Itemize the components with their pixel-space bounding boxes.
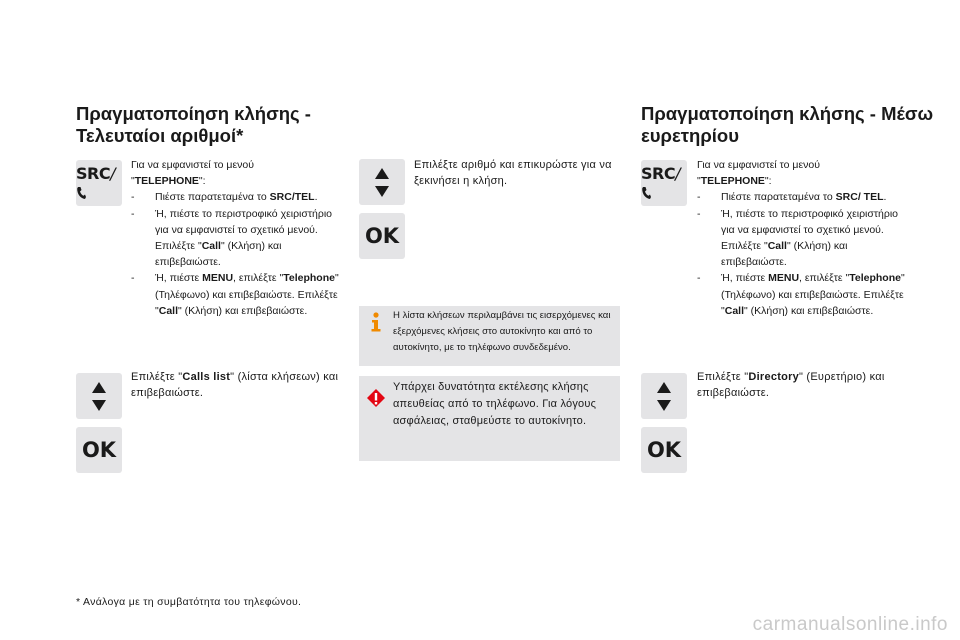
right-step-2: Επιλέξτε "Directory" (Ευρετήριο) και επιβεβαιώστε. (697, 371, 885, 400)
info-icon (359, 306, 393, 332)
right-arrows-tile (641, 373, 687, 419)
left-instructions (131, 157, 345, 319)
right-bullet-2: - Ή, πιέστε το περιστροφικό χειριστήριο για να εμφανιστεί το σχετικό μενού. Επιλέξτε "Call" (Κλήση) και επιβεβαιώστε. (697, 206, 911, 271)
middle-arrows-tile (359, 159, 405, 205)
info-note (359, 306, 620, 366)
up-down-arrows-icon (92, 382, 106, 411)
left-section-title: Πραγματοποίηση κλήσης - Τελευταίοι αριθμοί* (76, 103, 311, 146)
info-note-text: Η λίστα κλήσεων περιλαμβάνει τις εισερχόμενες και εξερχόμενες κλήσεις στο αυτοκίνητο και από το αυτοκίνητο, με το τηλέφωνο συνδεδεμένο. (393, 310, 611, 353)
ok-icon: OK (646, 438, 682, 462)
left-bullet-1: - Πιέστε παρατεταμένα το SRC/TEL. (131, 189, 345, 205)
middle-ok-button-icon (359, 213, 405, 259)
right-intro: Για να εμφανιστεί το μενού "TELEPHONE": (697, 159, 820, 188)
src-telephone-icon: SRC/ (641, 164, 687, 202)
right-ok-button-icon (641, 427, 687, 473)
warning-note (359, 376, 620, 461)
ok-icon: OK (81, 438, 117, 462)
warning-icon (359, 376, 393, 408)
left-ok-button-icon (76, 427, 122, 473)
src-telephone-icon: SRC/ (76, 164, 122, 202)
left-bullet-3: - Ή, πιέστε MENU, επιλέξτε "Telephone" (Τηλέφωνο) και επιβεβαιώστε. Επιλέξτε "Call" (Κλήση) και επιβεβαιώστε. (131, 270, 345, 319)
watermark: carmanualsonline.info (752, 614, 948, 635)
right-instructions (697, 157, 911, 319)
middle-step: Επιλέξτε αριθμό και επικυρώστε για να ξεκινήσει η κλήση. (414, 159, 612, 188)
up-down-arrows-icon (657, 382, 671, 411)
right-src-tel-button-icon (641, 160, 687, 206)
left-arrows-tile (76, 373, 122, 419)
up-down-arrows-icon (375, 168, 389, 197)
right-bullet-3: - Ή, πιέστε MENU, επιλέξτε "Telephone" (Τηλέφωνο) και επιβεβαιώστε. Επιλέξτε "Call" (Κλήση) και επιβεβαιώστε. (697, 270, 911, 319)
right-section-title: Πραγματοποίηση κλήσης - Μέσω ευρετηρίου (641, 103, 934, 146)
left-step-2: Επιλέξτε "Calls list" (λίστα κλήσεων) και επιβεβαιώστε. (131, 371, 339, 400)
right-bullet-1: - Πιέστε παρατεταμένα το SRC/ TEL. (697, 189, 911, 205)
left-bullet-2: - Ή, πιέστε το περιστροφικό χειριστήριο για να εμφανιστεί το σχετικό μενού. Επιλέξτε "Call" (Κλήση) και επιβεβαιώστε. (131, 206, 345, 271)
footnote: * Ανάλογα με τη συμβατότητα του τηλεφώνου. (76, 596, 302, 608)
left-intro: Για να εμφανιστεί το μενού "TELEPHONE": (131, 159, 254, 188)
ok-icon: OK (364, 224, 400, 248)
warning-note-text: Υπάρχει δυνατότητα εκτέλεσης κλήσης απευθείας από το τηλέφωνο. Για λόγους ασφάλειας, σταθμεύστε το αυτοκίνητο. (393, 381, 597, 427)
src-tel-button-icon (76, 160, 122, 206)
